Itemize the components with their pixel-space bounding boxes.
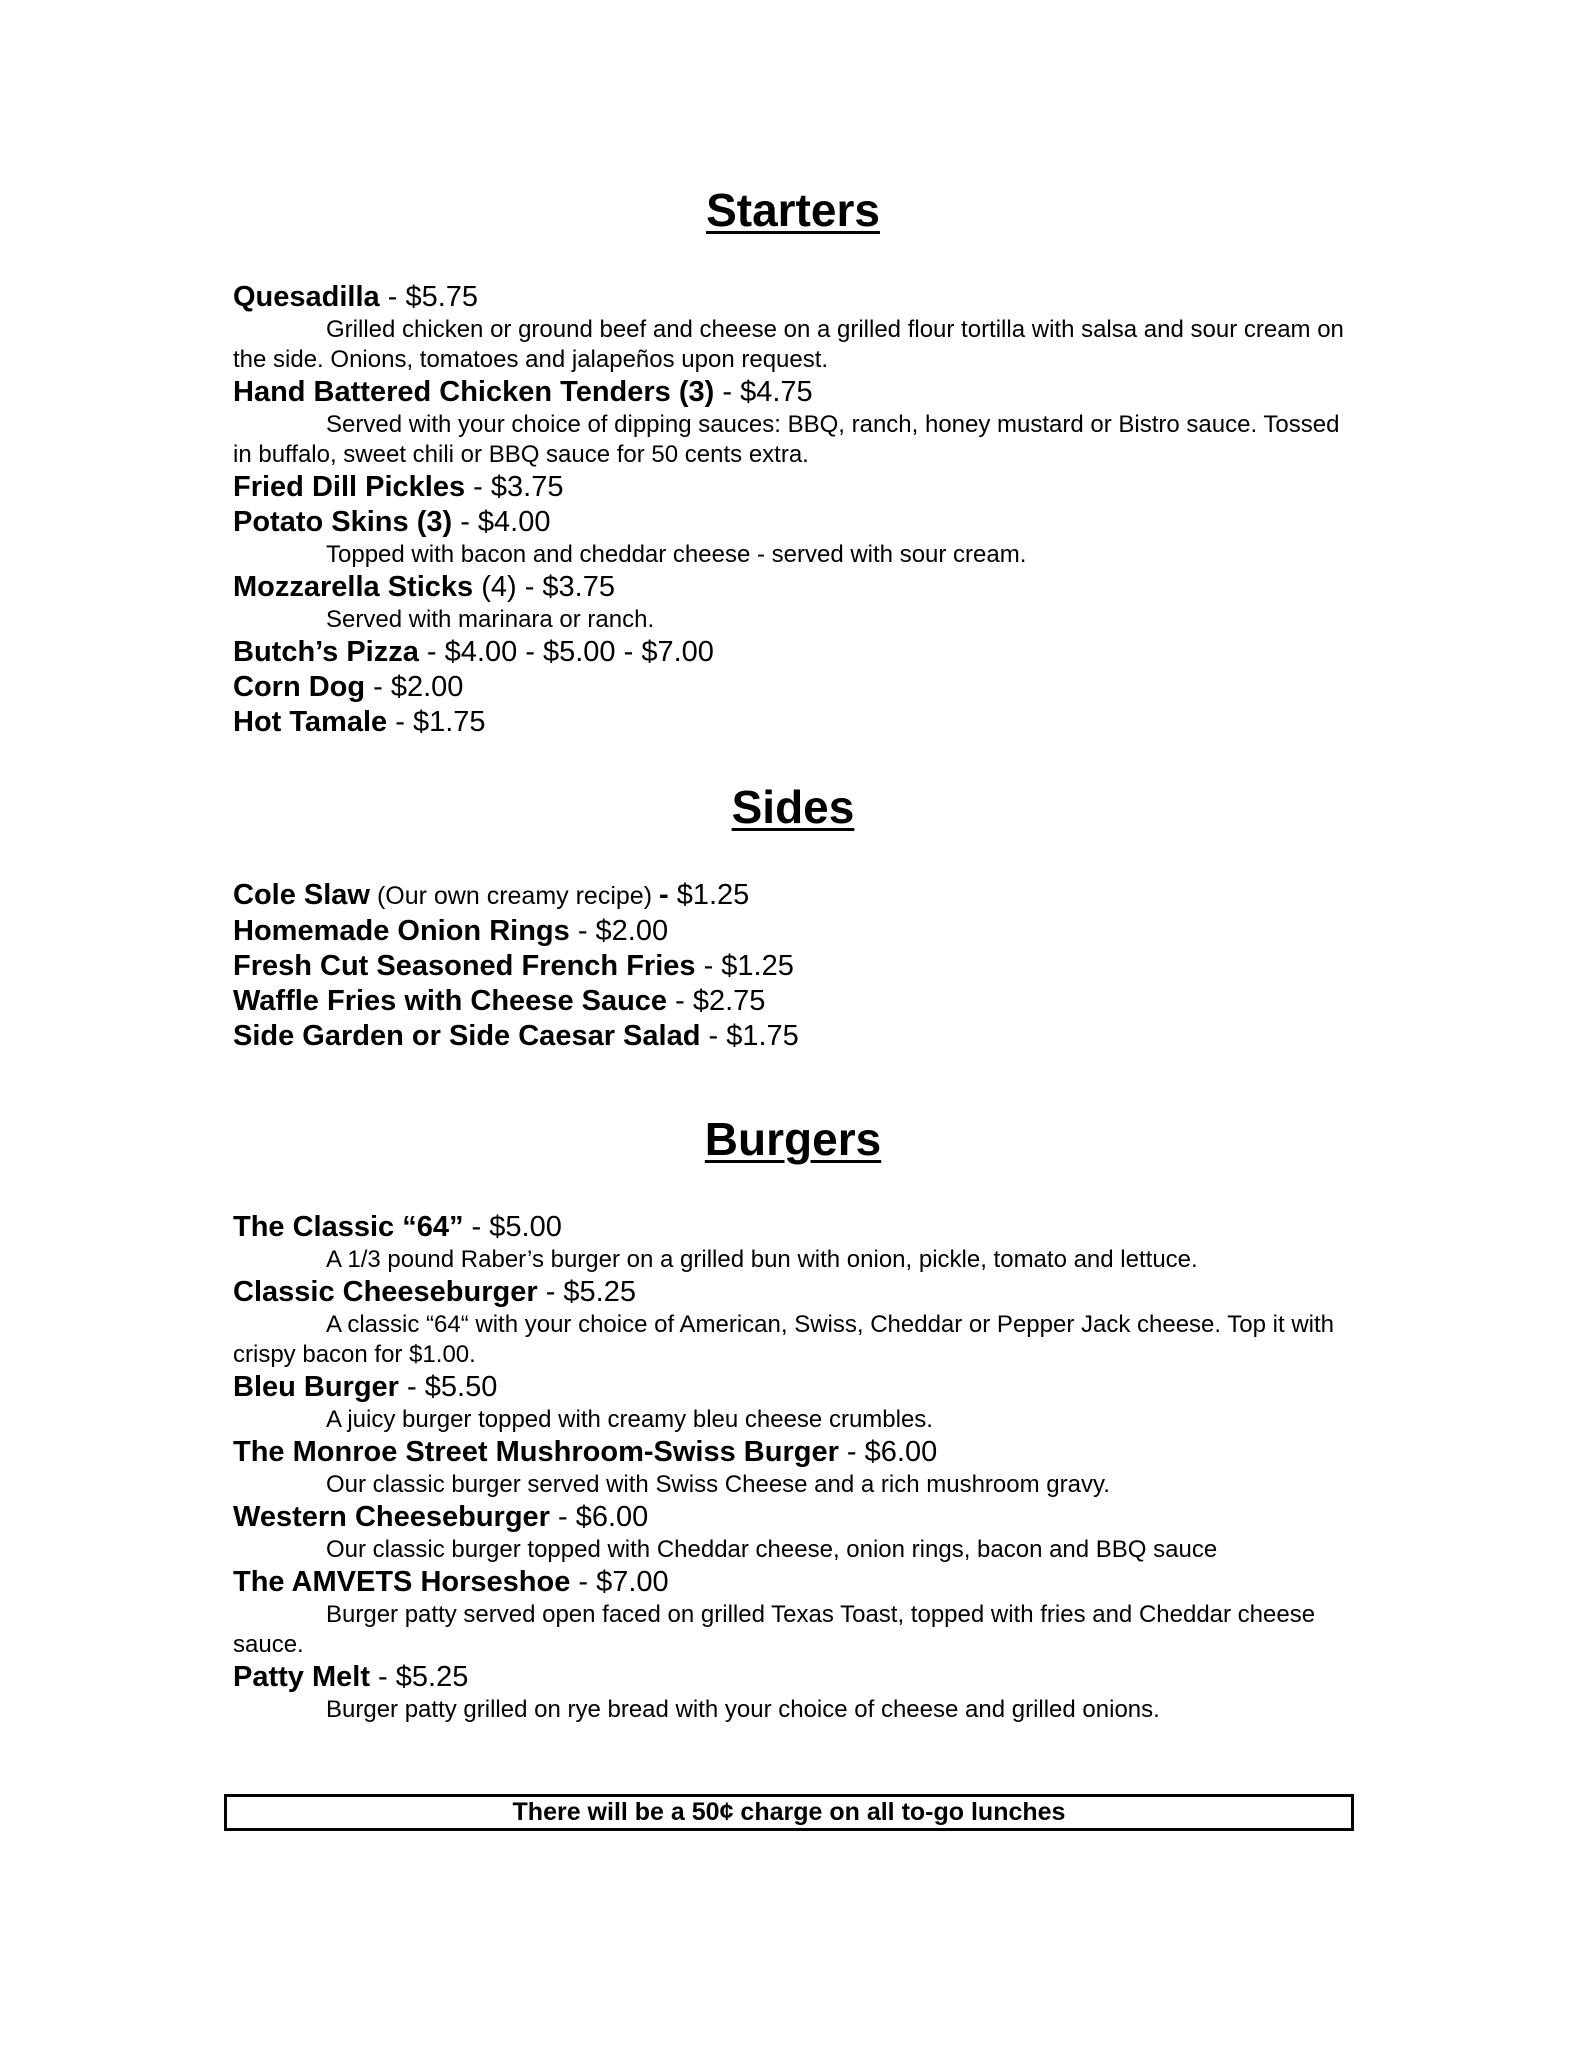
menu-item — [233, 1435, 1363, 1470]
burgers-list — [233, 1210, 1363, 1725]
item-price: - $4.00 - $5.00 - $7.00 — [418, 636, 714, 668]
item-name: Homemade Onion Rings — [233, 915, 570, 947]
item-name: Fried Dill Pickles — [233, 471, 466, 503]
item-price: - $2.00 — [569, 915, 669, 947]
section-title-sides: Sides — [731, 781, 855, 833]
item-price: - $6.00 — [838, 1436, 938, 1468]
item-name: Butch’s Pizza — [233, 636, 419, 668]
item-description: Our classic burger topped with Cheddar cheese, onion rings, bacon and BBQ sauce — [326, 1536, 1218, 1563]
item-description: Served with marinara or ranch. — [326, 606, 655, 633]
to-go-notice-text: There will be a 50¢ charge on all to-go lunches — [512, 1798, 1066, 1826]
item-price: - $6.00 — [549, 1501, 649, 1533]
item-name: Western Cheeseburger — [233, 1501, 550, 1533]
item-price: - $4.75 — [714, 376, 813, 408]
menu-item — [233, 1565, 1363, 1600]
item-name: Corn Dog — [233, 671, 366, 703]
item-name: Hand Battered Chicken Tenders (3) — [233, 376, 715, 408]
menu-item — [233, 1500, 1363, 1535]
item-price: - $1.25 — [695, 950, 794, 982]
item-description: Our classic burger served with Swiss Cheese and a rich mushroom gravy. — [326, 1471, 1110, 1498]
sides-list — [233, 878, 1363, 1054]
menu-item — [233, 1210, 1363, 1245]
to-go-notice-box — [224, 1794, 1354, 1831]
item-description: A juicy burger topped with creamy bleu cheese crumbles. — [326, 1406, 933, 1433]
menu-item — [233, 914, 1363, 949]
item-name: Bleu Burger — [233, 1371, 399, 1403]
item-price: - $2.75 — [667, 985, 766, 1017]
menu-item — [233, 470, 1363, 505]
item-name: Fresh Cut Seasoned French Fries — [233, 950, 696, 982]
item-description: Grilled chicken or ground beef and cheese on a grilled flour tortilla with salsa and sour cream on the side. Onions, tomatoes and jalapeños upon request. — [233, 316, 1344, 373]
menu-item — [233, 280, 1363, 315]
item-price: - $3.75 — [465, 471, 564, 503]
item-price: - $5.25 — [369, 1661, 469, 1693]
item-name: Cole Slaw — [233, 879, 370, 911]
item-name: The Classic “64” — [233, 1211, 464, 1243]
item-price: (4) - $3.75 — [473, 571, 615, 603]
menu-item — [233, 949, 1363, 984]
menu-item — [233, 705, 1363, 740]
item-name: Classic Cheeseburger — [233, 1276, 538, 1308]
item-price: - $1.75 — [700, 1020, 799, 1052]
item-description: Served with your choice of dipping sauces: BBQ, ranch, honey mustard or Bistro sauce. Tossed in buffalo, sweet chili or BBQ sauce for 50 cents extra. — [233, 411, 1340, 468]
item-separator: - — [658, 879, 669, 911]
item-name: Patty Melt — [233, 1661, 370, 1693]
item-price: - $5.25 — [537, 1276, 636, 1308]
menu-item — [233, 1660, 1363, 1695]
menu-item — [233, 375, 1363, 410]
item-name: The AMVETS Horseshoe — [233, 1566, 571, 1598]
section-title-starters: Starters — [706, 184, 880, 236]
section-title-burgers: Burgers — [704, 1113, 882, 1165]
item-description: Topped with bacon and cheddar cheese - served with sour cream. — [326, 541, 1027, 568]
item-description: A 1/3 pound Raber’s burger on a grilled bun with onion, pickle, tomato and lettuce. — [326, 1246, 1198, 1273]
item-price: - $5.75 — [379, 281, 479, 313]
item-price: - $5.50 — [398, 1371, 498, 1403]
menu-item — [233, 878, 1363, 914]
menu-item — [233, 670, 1363, 705]
item-description: Burger patty served open faced on grilled Texas Toast, topped with fries and Cheddar cheese sauce. — [233, 1601, 1316, 1658]
item-name: Potato Skins (3) — [233, 506, 453, 538]
menu-item — [233, 635, 1363, 670]
menu-item — [233, 1019, 1363, 1054]
item-note: (Our own creamy recipe) — [370, 882, 659, 910]
item-price: - $2.00 — [365, 671, 464, 703]
menu-item — [233, 570, 1363, 605]
starters-list — [233, 280, 1363, 740]
menu-item — [233, 1370, 1363, 1405]
item-name: Hot Tamale — [233, 706, 388, 738]
menu-item — [233, 505, 1363, 540]
item-description: Burger patty grilled on rye bread with your choice of cheese and grilled onions. — [326, 1696, 1160, 1723]
item-price: - $5.00 — [463, 1211, 562, 1243]
item-price: - $4.00 — [452, 506, 551, 538]
item-price: - $1.75 — [387, 706, 486, 738]
item-name: Side Garden or Side Caesar Salad — [233, 1020, 701, 1052]
item-name: The Monroe Street Mushroom-Swiss Burger — [233, 1436, 839, 1468]
item-price: - $7.00 — [570, 1566, 669, 1598]
item-name: Mozzarella Sticks — [233, 571, 474, 603]
menu-item — [233, 984, 1363, 1019]
item-name: Quesadilla — [233, 281, 380, 313]
item-price: $1.25 — [668, 879, 750, 911]
item-description: A classic “64“ with your choice of American, Swiss, Cheddar or Pepper Jack cheese. Top it with crispy bacon for $1.00. — [233, 1311, 1335, 1368]
menu-item — [233, 1275, 1363, 1310]
item-name: Waffle Fries with Cheese Sauce — [233, 985, 668, 1017]
